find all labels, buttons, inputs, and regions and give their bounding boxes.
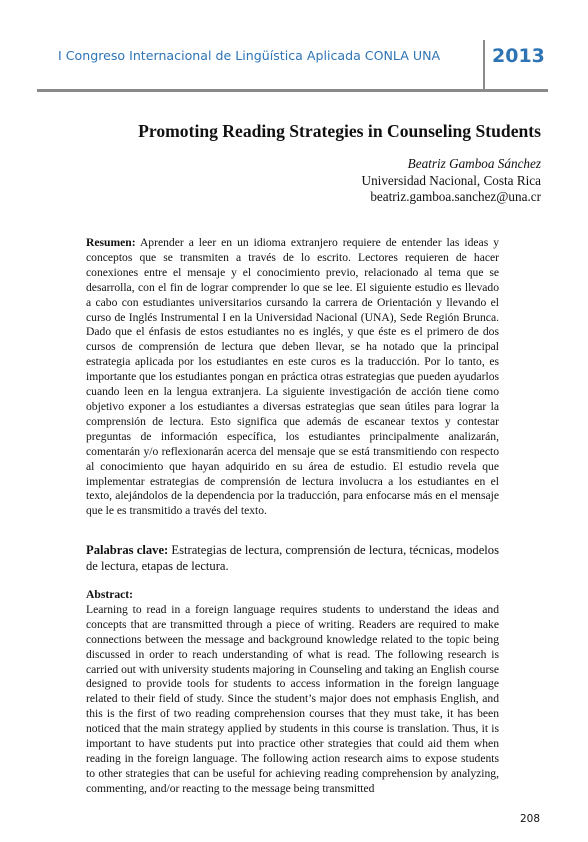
author-name: Beatriz Gamboa Sánchez xyxy=(407,156,541,171)
page-number: 208 xyxy=(519,813,540,825)
abstract-label: Abstract: xyxy=(86,588,134,601)
abstract-text: Learning to read in a foreign language requires students to understand the ideas and concepts that are transmitted through a piece of writing. Readers are required to make connections between the message and background knowledge related to the topic being discussed in order to reach understanding of what is read. The following research is carried out with university students majoring in Counseling and taking an English course designed to provide tools for students to access information in the foreign language related to their field of study. Since the student’s major does not emphasis English, and this is the first of two reading comprehension courses that they must take, it has been noticed that the main strategy applied by students in this course is translation. Thus, it is important to have students put into practice other strategies that could aid them when reading in the foreign language. The following action research aims to expose students to other strategies that can be useful for achieving reading comprehension by analyzing, commenting, and/or reacting to the message being transmitted xyxy=(86,602,499,795)
resumen-label: Resumen: xyxy=(86,236,136,249)
header-divider-horizontal xyxy=(37,89,548,92)
abstract-section xyxy=(86,588,499,797)
author-email: beatriz.gamboa.sanchez@una.cr xyxy=(370,189,541,204)
header-divider-vertical xyxy=(483,40,485,90)
conference-year: 2013 xyxy=(492,45,545,67)
paper-title: Promoting Reading Strategies in Counseling Students xyxy=(138,121,541,141)
resumen-text: Aprender a leer en un idioma extranjero requiere de entender las ideas y conceptos que se transmiten a través de lo escrito. Lectores requieren de hacer conexiones entre el mensaje y el conocimiento previo, relacionado al tema que se desarrolla, con el fin de lograr comprender lo que se lee. El siguiente estudio es llevado a cabo con estudiantes universitarios cursando la carrera de Orientación y llevando el curso de Inglés Instrumental I en la Universidad Nacional (UNA), Sede Región Brunca. Dado que el énfasis de estos estudiantes no es inglés, y que éste es el primero de dos cursos de comprensión de lectura que deben llevar, se ha notado que la principal estrategia aplicada por los estudiantes en este curos es la traducción. Por lo tanto, es importante que los estudiantes pongan en práctica otras estrategias que pueden ayudarlos cuando leen en la lengua extranjera. La siguiente investigación de acción tiene como objetivo exponer a los estudiantes a diversas estrategias que sean útiles para lograr la comprensión de lectura. Esto significa que además de escanear textos y contestar preguntas de información específica, los estudiantes principalmente analizarán, comentarán y/o reflexionarán acerca del mensaje que se está transmitiendo con respecto al conocimiento que hayan adquirido en su área de estudio. El estudio revela que implementar estrategias de comprensión de lectura involucra a los estudiantes en el texto, alejándolos de la dependencia por la traducción, para enfocarse más en el mensaje que le es transmitido a través del texto. xyxy=(86,236,499,518)
keywords-section xyxy=(86,542,499,574)
conference-header: I Congreso Internacional de Lingüística Aplicada CONLA UNA xyxy=(58,48,441,63)
resumen-section xyxy=(86,236,499,519)
keywords-text: Estrategias de lectura, comprensión de lectura, técnicas, modelos de lectura, etapas de lectura. xyxy=(86,543,499,573)
keywords-label: Palabras clave: xyxy=(86,543,169,557)
author-institution: Universidad Nacional, Costa Rica xyxy=(361,173,541,188)
